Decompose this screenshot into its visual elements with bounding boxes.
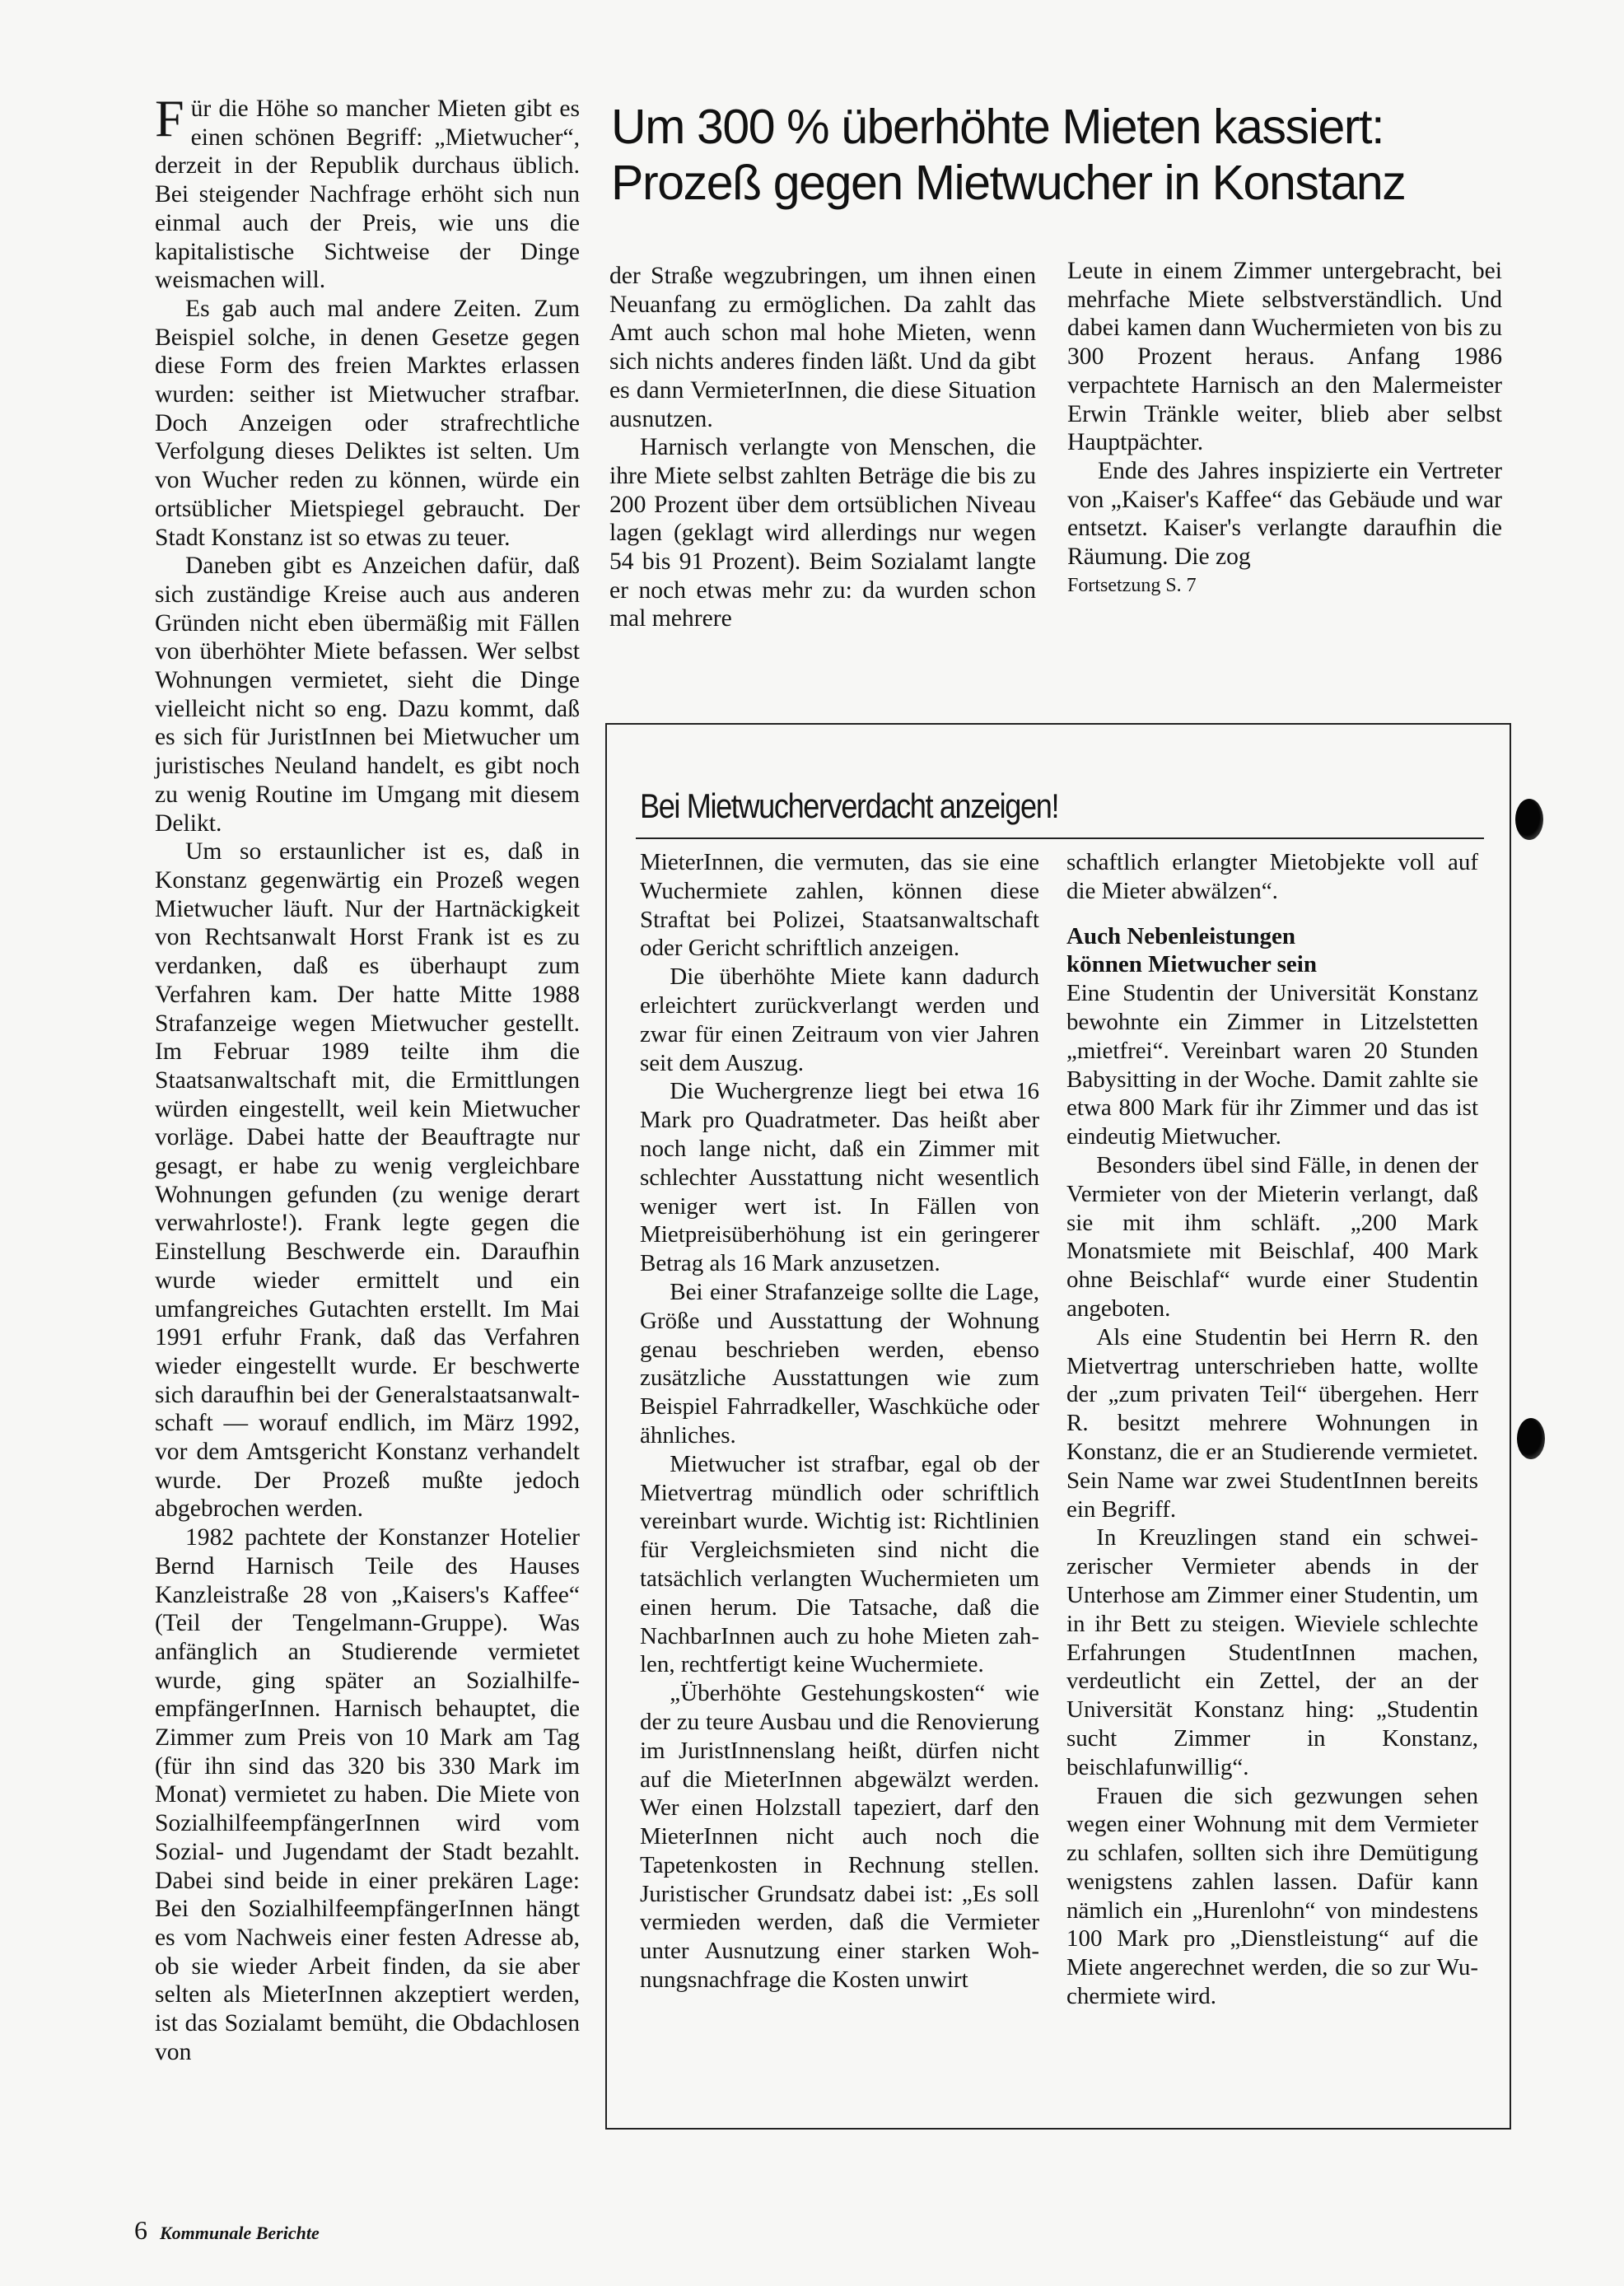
info-box-left-column — [640, 848, 1039, 1994]
headline-line-1: Um 300 % überhöhte Mieten kassiert: — [611, 100, 1384, 154]
middle-column — [609, 262, 1036, 633]
box-subheading — [1066, 922, 1478, 980]
page-footer — [134, 2215, 320, 2246]
right-column — [1067, 257, 1502, 599]
drop-cap: F — [155, 89, 184, 147]
box-paragraph-3: Die Wuchergrenze liegt bei etwa 16 Mark pro Quadratmeter. Das heißt aber noch lange nicht, daß ein Zimmer mit schlechter Ausstattung nicht wesentlich weniger wert ist. In Fällen von Mietpreisüberhöhung ist ein geringerer Betrag als 16 Mark anzusetzen. — [640, 1078, 1039, 1277]
article-paragraph-1: Für die Höhe so mancher Mieten gibt es einen schönen Begriff: „Mietwucher“, derzeit in der Republik durchaus üblich. Bei steigender Nachfrage erhöht sich nun einmal auch der Preis, wie uns die kapitalistische Sichtweise der Dinge weismachen will. — [155, 89, 580, 294]
publication-name: Kommunale Berichte — [160, 2223, 320, 2243]
box-paragraph-11: In Kreuzlingen stand ein schweizerischer Vermieter abends in der Unterhose am Zimmer einer Studentin, um in ihr Bett zu steigen. Wieviele schlechte Erfahrungen StudentInnen machen, verdeutlicht ein Zettel, der an der Universität Konstanz hing: „Studentin sucht Zimmer in Konstanz, beischlafunwillig“. — [1066, 1524, 1478, 1780]
punch-hole-top — [1515, 799, 1543, 840]
box-paragraph-5: Mietwucher ist strafbar, egal ob der Mietvertrag mündlich oder schriftlich vereinbart wurde. Wichtig ist: Richtlinien für Vergleichsmieten sind nicht die tatsächlich verlangten Wuchermieten um einen herum. Die Tatsache, daß die NachbarInnen auch zu hohe Mieten zahlen, rechtfertigt keine Wuchermiete. — [640, 1450, 1039, 1678]
box-paragraph-8: Eine Studentin der Universität Konstanz bewohnte ein Zimmer in Litzelstetten „mietfrei“. Vereinbart waren 20 Stunden Babysitting in der Woche. Damit zahlte sie etwa 800 Mark für ihr Zimmer und das ist eindeutig Mietwucher. — [1066, 980, 1478, 1150]
box-paragraph-10: Als eine Studentin bei Herrn R. den Mietvertrag unterschrieben hatte, wollte der „zum privaten Teil“ übergehen. Herr R. besitzt mehrere Wohnungen in Konstanz, die er an Studierende vermietet. Sein Name war zwei StudentInnen bereits ein Begriff. — [1066, 1323, 1478, 1523]
box-paragraph-4: Bei einer Strafanzeige sollte die Lage, Größe und Ausstattung der Wohnung genau beschrieben werden, ebenso zusätzliche Ausstattungen wie zum Beispiel Fahrradkeller, Waschküche oder ähnliches. — [640, 1278, 1039, 1449]
article-paragraph-9: Ende des Jahres inspizierte ein Vertreter von „Kaiser's Kaffee“ das Gebäude und war entsetzt. Kaiser's verlangte daraufhin die Räumung. Die zog — [1067, 457, 1502, 571]
headline-line-2: Prozeß gegen Mietwucher in Konstanz — [611, 156, 1406, 210]
article-paragraph-5: 1982 pachtete der Konstanzer Hotelier Bernd Harnisch Teile des Hauses Kanzleistraße 28 von „Kaisers's Kaffee“ (Teil der Tengelmann-Gruppe). Was anfänglich an Studierende vermietet wurde, ging später an SozialhilfeempfängerInnen. Harnisch behauptet, die Zimmer zum Preis von 10 Mark am Tag (für ihn sind das 320 bis 330 Mark im Monat) vermietet zu haben. Die Miete von SozialhilfeempfängerInnen wird vom Sozial- und Jugendamt der Stadt bezahlt. Dabei sind beide in einer prekären Lage: Bei den SozialhilfeempfängerInnen hängt es vom Nachweis einer festen Adresse ab, ob sie wieder Arbeit finden, da sie aber selten als MieterInnen akzeptiert werden, ist das Sozialamt bemüht, die Obdachlosen von — [155, 1524, 580, 2065]
article-paragraph-8: Leute in einem Zimmer untergebracht, bei mehrfache Miete selbstverständlich. Und dabei kamen dann Wuchermieten von bis zu 300 Prozent heraus. Anfang 1986 verpachtete Harnisch an den Malermeister Erwin Tränkle weiter, blieb aber selbst Hauptpächter. — [1067, 258, 1502, 456]
page-number: 6 — [134, 2215, 147, 2245]
headline — [611, 99, 1517, 211]
box-subheading-line-1: Auch Nebenleistungen — [1066, 922, 1295, 949]
box-paragraph-7: schaftlich erlangter Mietobjekte voll auf die Mieter abwälzen“. — [1066, 849, 1478, 904]
info-box — [605, 723, 1511, 2130]
box-paragraph-2: Die überhöhte Miete kann dadurch erleichtert zurückverlangt werden und zwar für einen Zeitraum von vier Jahren seit dem Auszug. — [640, 963, 1039, 1076]
box-paragraph-1: MieterInnen, die vermuten, das sie eine Wuchermiete zahlen, können diese Straftat bei Polizei, Staatsanwaltschaft oder Gericht schriftlich anzeigen. — [640, 849, 1039, 962]
box-paragraph-12: Frauen die sich gezwungen sehen wegen einer Wohnung mit dem Vermieter zu schlafen, sollten sich ihre Demütigung wenigstens zahlen lassen. Dafür kann nämlich ein „Hurenlohn“ von mindestens 100 Mark pro „Dienstleistung“ auf die Miete angerechnet werden, die so zur Wuchermiete wird. — [1066, 1782, 1478, 2010]
info-box-right-column — [1066, 848, 1478, 2011]
box-paragraph-6: „Überhöhte Gestehungskosten“ wie der zu teure Ausbau und die Renovierung im JuristInnenslang heißt, dürfen nicht auf die MieterInnen abgewälzt werden. Wer einen Holzstall tapeziert, darf den MieterInnen nicht auch noch die Tapetenkosten in Rechnung stellen. Juristischer Grundsatz dabei ist: „Es soll vermieden werden, daß die Vermieter unter Ausnutzung einer starken Wohnungsnachfrage die Kosten unwirt — [640, 1680, 1039, 1994]
punch-hole-bottom — [1517, 1418, 1545, 1459]
article-paragraph-6: der Straße wegzubringen, um ihnen einen Neuanfang zu ermöglichen. Da zahlt das Amt auch schon mal hohe Mieten, wenn sich nichts anderes finden läßt. Und da gibt es dann VermieterInnen, die diese Situation ausnutzen. — [609, 263, 1036, 432]
info-box-title: Bei Mietwucherverdacht anzeigen! — [640, 786, 1059, 825]
box-subheading-line-2: können Mietwucher sein — [1066, 951, 1317, 978]
left-column — [155, 89, 580, 2067]
article-paragraph-7: Harnisch verlangte von Menschen, die ihre Miete selbst zahlten Beträge die bis zu 200 Prozent über dem ortsüblichen Niveau lagen (geklagt wird allerdings nur wegen 54 bis 91 Prozent). Beim Sozialamt langte er noch etwas mehr zu: da wurden schon mal mehrere — [609, 434, 1036, 632]
info-box-divider — [636, 837, 1484, 839]
box-paragraph-9: Besonders übel sind Fälle, in denen der Vermieter von der Mieterin verlangt, daß sie mit ihm schläft. „200 Mark Monatsmiete mit Beischlaf, 400 Mark ohne Beischlaf“ wurde einer Studentin angeboten. — [1066, 1151, 1478, 1322]
article-paragraph-4: Um so erstaunlicher ist es, daß in Konstanz gegenwärtig ein Prozeß wegen Mietwucher läuft. Nur der Hartnäckigkeit von Rechtsanwalt Horst Frank ist es zu verdanken, daß es überhaupt zum Verfahren kam. Der hatte Mitte 1988 Strafanzeige wegen Mietwucher gestellt. Im Februar 1989 teilte ihm die Staatsanwaltschaft mit, die Ermittlungen würden eingestellt, weil kein Mietwucher vorläge. Dabei hatte der Beauftragte nur gesagt, er habe zu wenig vergleichbare Wohnungen gefunden (zu wenige derart verwahrloste!). Frank legte gegen die Einstellung Beschwerde ein. Daraufhin wurde wieder ermittelt und ein umfangreiches Gutachten erstellt. Im Mai 1991 erfuhr Frank, daß das Verfahren wieder eingestellt wurde. Er beschwerte sich daraufhin bei der Generalstaatsanwaltschaft — worauf endlich, im März 1992, vor dem Amtsgericht Konstanz verhandelt wurde. Der Prozeß mußte jedoch abgebrochen werden. — [155, 838, 580, 1523]
article-paragraph-3: Daneben gibt es Anzeichen dafür, daß sich zuständige Kreise auch aus anderen Gründen nicht eben übermäßig mit Fällen von überhöhter Miete befassen. Wer selbst Wohnungen vermietet, sieht die Dinge vielleicht nicht so eng. Dazu kommt, daß es sich für JuristInnen bei Mietwucher um juristisches Neuland handelt, es gibt noch zu wenig Routine im Umgang mit diesem Delikt. — [155, 553, 580, 837]
article-paragraph-2: Es gab auch mal andere Zeiten. Zum Beispiel solche, in denen Gesetze gegen diese Form des freien Marktes erlassen wurden: seither ist Mietwucher strafbar. Doch Anzeigen oder strafrechtliche Verfolgung dieses Deliktes ist selten. Um von Wucher reden zu können, würde ein ortsüblicher Mietspiegel gebraucht. Der Stadt Konstanz ist so etwas zu teuer. — [155, 295, 580, 551]
continuation-note: Fortsetzung S. 7 — [1067, 574, 1197, 596]
